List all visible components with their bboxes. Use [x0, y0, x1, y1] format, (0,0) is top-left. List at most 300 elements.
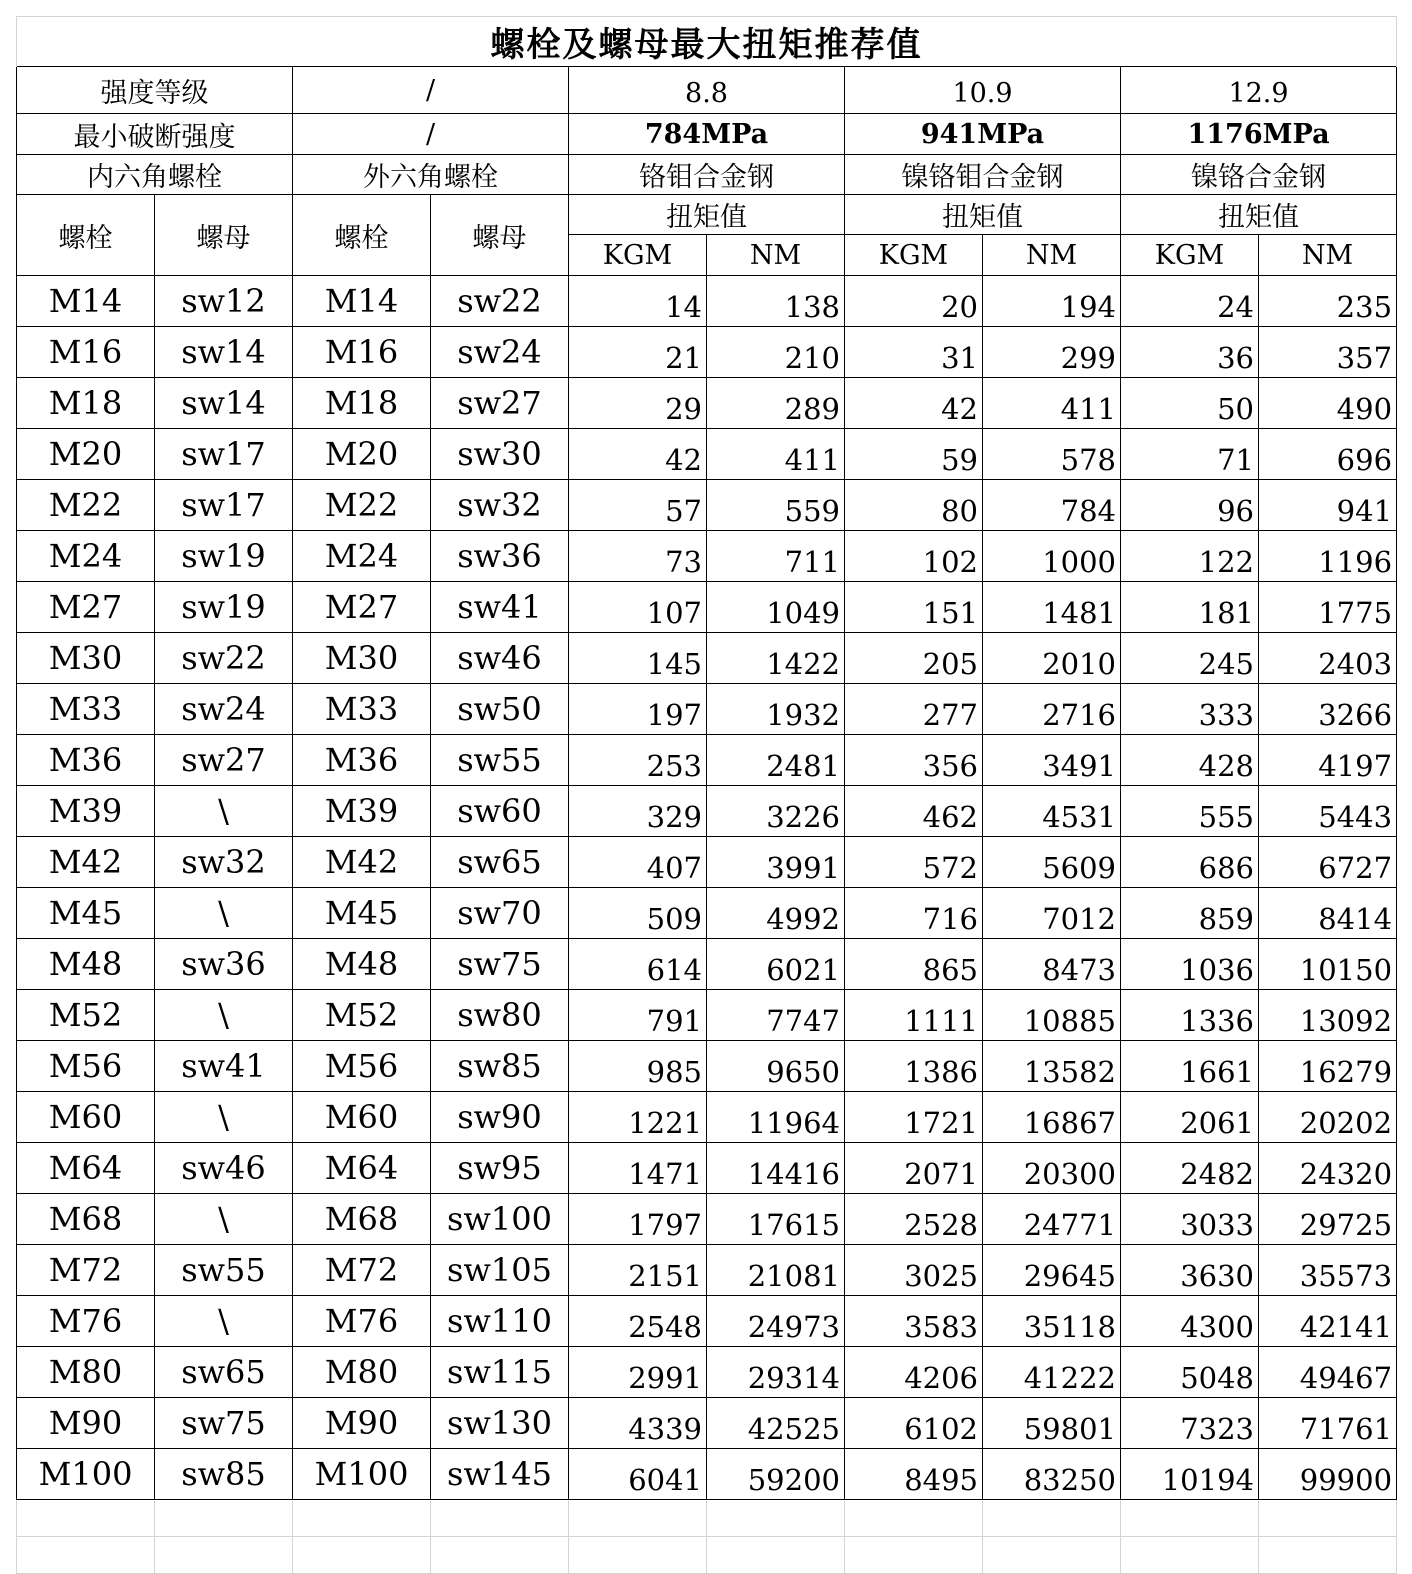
inner-bolt-cell: M22	[17, 480, 155, 531]
nm-12-9-cell: 6727	[1259, 837, 1397, 888]
outer-bolt-label: 螺栓	[293, 195, 431, 276]
table-row	[17, 837, 1397, 888]
inner-nut-cell: sw19	[155, 531, 293, 582]
kgm-10-9-cell: 3583	[845, 1296, 983, 1347]
nm-10-9-cell: 24771	[983, 1194, 1121, 1245]
kgm-8-8-cell: 14	[569, 276, 707, 327]
strength-blank: /	[293, 114, 569, 155]
outer-nut-cell: sw70	[431, 888, 569, 939]
outer-bolt-cell: M22	[293, 480, 431, 531]
kgm-12-9-cell: 71	[1121, 429, 1259, 480]
nm-12-9-cell: 8414	[1259, 888, 1397, 939]
inner-bolt-cell: M56	[17, 1041, 155, 1092]
inner-bolt-cell: M60	[17, 1092, 155, 1143]
nm-10-9-cell: 59801	[983, 1398, 1121, 1449]
kgm-8-8-cell: 1221	[569, 1092, 707, 1143]
kgm-10-9-cell: 42	[845, 378, 983, 429]
outer-nut-cell: sw27	[431, 378, 569, 429]
kgm-8-8-cell: 253	[569, 735, 707, 786]
nm-8-8-cell: 6021	[707, 939, 845, 990]
kgm-8-8-cell: 4339	[569, 1398, 707, 1449]
inner-nut-cell: \	[155, 1194, 293, 1245]
kgm-10-9-cell: 356	[845, 735, 983, 786]
inner-bolt-label: 螺栓	[17, 195, 155, 276]
table-row	[17, 786, 1397, 837]
table-row	[17, 735, 1397, 786]
nm-8-8-cell: 29314	[707, 1347, 845, 1398]
outer-bolt-cell: M33	[293, 684, 431, 735]
strength-label: 最小破断强度	[17, 114, 293, 155]
kgm-12-9-cell: 1661	[1121, 1041, 1259, 1092]
kgm-12-9-cell: 24	[1121, 276, 1259, 327]
kgm-10-9-cell: 462	[845, 786, 983, 837]
unit-kgm-12-9: KGM	[1121, 235, 1259, 276]
inner-nut-cell: sw19	[155, 582, 293, 633]
outer-nut-cell: sw46	[431, 633, 569, 684]
kgm-10-9-cell: 3025	[845, 1245, 983, 1296]
kgm-12-9-cell: 50	[1121, 378, 1259, 429]
empty-row	[17, 1537, 1397, 1574]
empty-cell	[845, 1537, 983, 1574]
unit-kgm-8-8: KGM	[569, 235, 707, 276]
kgm-12-9-cell: 181	[1121, 582, 1259, 633]
empty-cell	[1259, 1537, 1397, 1574]
nm-12-9-cell: 1196	[1259, 531, 1397, 582]
grade-row	[17, 67, 1397, 114]
nm-8-8-cell: 1049	[707, 582, 845, 633]
kgm-12-9-cell: 428	[1121, 735, 1259, 786]
empty-cell	[983, 1537, 1121, 1574]
inner-nut-cell: sw24	[155, 684, 293, 735]
nm-12-9-cell: 2403	[1259, 633, 1397, 684]
nm-10-9-cell: 41222	[983, 1347, 1121, 1398]
inner-nut-cell: sw55	[155, 1245, 293, 1296]
empty-cell	[983, 1500, 1121, 1537]
kgm-8-8-cell: 985	[569, 1041, 707, 1092]
kgm-8-8-cell: 57	[569, 480, 707, 531]
torque-label-10-9: 扭矩值	[845, 195, 1121, 235]
nm-8-8-cell: 1422	[707, 633, 845, 684]
nm-12-9-cell: 20202	[1259, 1092, 1397, 1143]
torque-sheet	[16, 16, 1396, 1574]
torque-data-body	[17, 276, 1397, 1500]
nm-10-9-cell: 35118	[983, 1296, 1121, 1347]
kgm-12-9-cell: 4300	[1121, 1296, 1259, 1347]
sheet-title: 螺栓及螺母最大扭矩推荐值	[17, 17, 1397, 67]
kgm-10-9-cell: 80	[845, 480, 983, 531]
kgm-12-9-cell: 1336	[1121, 990, 1259, 1041]
inner-bolt-cell: M16	[17, 327, 155, 378]
grade-8-8: 8.8	[569, 67, 845, 114]
empty-cell	[707, 1500, 845, 1537]
inner-bolt-cell: M76	[17, 1296, 155, 1347]
empty-cell	[17, 1537, 155, 1574]
table-row	[17, 276, 1397, 327]
kgm-10-9-cell: 6102	[845, 1398, 983, 1449]
table-row	[17, 1449, 1397, 1500]
nm-10-9-cell: 13582	[983, 1041, 1121, 1092]
outer-nut-cell: sw145	[431, 1449, 569, 1500]
kgm-12-9-cell: 3630	[1121, 1245, 1259, 1296]
inner-bolt-cell: M45	[17, 888, 155, 939]
nm-12-9-cell: 10150	[1259, 939, 1397, 990]
inner-bolt-cell: M68	[17, 1194, 155, 1245]
outer-bolt-cell: M24	[293, 531, 431, 582]
nm-10-9-cell: 2010	[983, 633, 1121, 684]
kgm-8-8-cell: 2548	[569, 1296, 707, 1347]
outer-nut-cell: sw36	[431, 531, 569, 582]
nm-10-9-cell: 83250	[983, 1449, 1121, 1500]
kgm-8-8-cell: 29	[569, 378, 707, 429]
inner-nut-cell: \	[155, 786, 293, 837]
inner-nut-cell: sw27	[155, 735, 293, 786]
kgm-12-9-cell: 96	[1121, 480, 1259, 531]
grade-12-9: 12.9	[1121, 67, 1397, 114]
nm-8-8-cell: 289	[707, 378, 845, 429]
nm-12-9-cell: 71761	[1259, 1398, 1397, 1449]
table-row	[17, 1092, 1397, 1143]
kgm-8-8-cell: 197	[569, 684, 707, 735]
inner-bolt-cell: M64	[17, 1143, 155, 1194]
inner-bolt-cell: M42	[17, 837, 155, 888]
inner-bolt-cell: M52	[17, 990, 155, 1041]
torque-label-12-9: 扭矩值	[1121, 195, 1397, 235]
outer-nut-cell: sw50	[431, 684, 569, 735]
kgm-12-9-cell: 859	[1121, 888, 1259, 939]
nm-10-9-cell: 194	[983, 276, 1121, 327]
inner-bolt-cell: M30	[17, 633, 155, 684]
nm-8-8-cell: 14416	[707, 1143, 845, 1194]
outer-nut-cell: sw105	[431, 1245, 569, 1296]
nm-10-9-cell: 5609	[983, 837, 1121, 888]
inner-bolt-cell: M39	[17, 786, 155, 837]
outer-nut-cell: sw65	[431, 837, 569, 888]
inner-bolt-cell: M48	[17, 939, 155, 990]
outer-nut-label: 螺母	[431, 195, 569, 276]
kgm-12-9-cell: 686	[1121, 837, 1259, 888]
kgm-12-9-cell: 10194	[1121, 1449, 1259, 1500]
inner-hex-label: 内六角螺栓	[17, 155, 293, 195]
nm-12-9-cell: 4197	[1259, 735, 1397, 786]
nm-10-9-cell: 20300	[983, 1143, 1121, 1194]
nm-12-9-cell: 35573	[1259, 1245, 1397, 1296]
kgm-8-8-cell: 329	[569, 786, 707, 837]
unit-kgm-10-9: KGM	[845, 235, 983, 276]
strength-12-9: 1176MPa	[1121, 114, 1397, 155]
inner-nut-cell: sw14	[155, 327, 293, 378]
empty-cell	[1121, 1537, 1259, 1574]
empty-cell	[293, 1500, 431, 1537]
inner-bolt-cell: M80	[17, 1347, 155, 1398]
nm-12-9-cell: 13092	[1259, 990, 1397, 1041]
empty-cell	[431, 1500, 569, 1537]
table-row	[17, 633, 1397, 684]
inner-nut-cell: sw75	[155, 1398, 293, 1449]
outer-nut-cell: sw41	[431, 582, 569, 633]
outer-bolt-cell: M16	[293, 327, 431, 378]
grade-blank: /	[293, 67, 569, 114]
kgm-10-9-cell: 59	[845, 429, 983, 480]
inner-bolt-cell: M33	[17, 684, 155, 735]
outer-bolt-cell: M56	[293, 1041, 431, 1092]
inner-nut-label: 螺母	[155, 195, 293, 276]
kgm-10-9-cell: 572	[845, 837, 983, 888]
kgm-10-9-cell: 1386	[845, 1041, 983, 1092]
outer-nut-cell: sw110	[431, 1296, 569, 1347]
kgm-8-8-cell: 21	[569, 327, 707, 378]
kgm-8-8-cell: 2151	[569, 1245, 707, 1296]
outer-bolt-cell: M68	[293, 1194, 431, 1245]
inner-nut-cell: sw17	[155, 480, 293, 531]
table-row	[17, 990, 1397, 1041]
kgm-10-9-cell: 2528	[845, 1194, 983, 1245]
outer-bolt-cell: M30	[293, 633, 431, 684]
outer-hex-label: 外六角螺栓	[293, 155, 569, 195]
nm-8-8-cell: 42525	[707, 1398, 845, 1449]
inner-nut-cell: \	[155, 990, 293, 1041]
nm-12-9-cell: 29725	[1259, 1194, 1397, 1245]
nm-10-9-cell: 1000	[983, 531, 1121, 582]
nm-8-8-cell: 3226	[707, 786, 845, 837]
nm-8-8-cell: 210	[707, 327, 845, 378]
inner-nut-cell: sw65	[155, 1347, 293, 1398]
nm-10-9-cell: 7012	[983, 888, 1121, 939]
outer-bolt-cell: M42	[293, 837, 431, 888]
kgm-8-8-cell: 614	[569, 939, 707, 990]
kgm-10-9-cell: 865	[845, 939, 983, 990]
nm-10-9-cell: 299	[983, 327, 1121, 378]
unit-nm-12-9: NM	[1259, 235, 1397, 276]
inner-bolt-cell: M18	[17, 378, 155, 429]
kgm-10-9-cell: 151	[845, 582, 983, 633]
outer-nut-cell: sw32	[431, 480, 569, 531]
kgm-8-8-cell: 6041	[569, 1449, 707, 1500]
nm-12-9-cell: 941	[1259, 480, 1397, 531]
outer-bolt-cell: M64	[293, 1143, 431, 1194]
material-row	[17, 155, 1397, 195]
kgm-10-9-cell: 1721	[845, 1092, 983, 1143]
nm-8-8-cell: 4992	[707, 888, 845, 939]
outer-nut-cell: sw80	[431, 990, 569, 1041]
kgm-10-9-cell: 205	[845, 633, 983, 684]
table-row	[17, 531, 1397, 582]
kgm-10-9-cell: 4206	[845, 1347, 983, 1398]
empty-cell	[293, 1537, 431, 1574]
kgm-12-9-cell: 2482	[1121, 1143, 1259, 1194]
nm-8-8-cell: 138	[707, 276, 845, 327]
nm-12-9-cell: 696	[1259, 429, 1397, 480]
nm-12-9-cell: 3266	[1259, 684, 1397, 735]
kgm-12-9-cell: 555	[1121, 786, 1259, 837]
outer-nut-cell: sw24	[431, 327, 569, 378]
material-10-9: 镍铬钼合金钢	[845, 155, 1121, 195]
inner-nut-cell: \	[155, 1092, 293, 1143]
kgm-10-9-cell: 716	[845, 888, 983, 939]
outer-bolt-cell: M27	[293, 582, 431, 633]
nm-12-9-cell: 24320	[1259, 1143, 1397, 1194]
outer-bolt-cell: M100	[293, 1449, 431, 1500]
nm-12-9-cell: 99900	[1259, 1449, 1397, 1500]
table-row	[17, 429, 1397, 480]
kgm-10-9-cell: 1111	[845, 990, 983, 1041]
strength-row	[17, 114, 1397, 155]
inner-nut-cell: sw46	[155, 1143, 293, 1194]
outer-nut-cell: sw75	[431, 939, 569, 990]
nm-8-8-cell: 711	[707, 531, 845, 582]
kgm-8-8-cell: 42	[569, 429, 707, 480]
outer-nut-cell: sw130	[431, 1398, 569, 1449]
nm-8-8-cell: 3991	[707, 837, 845, 888]
kgm-12-9-cell: 3033	[1121, 1194, 1259, 1245]
table-row	[17, 1347, 1397, 1398]
outer-bolt-cell: M45	[293, 888, 431, 939]
inner-bolt-cell: M20	[17, 429, 155, 480]
kgm-12-9-cell: 5048	[1121, 1347, 1259, 1398]
kgm-12-9-cell: 1036	[1121, 939, 1259, 990]
nm-12-9-cell: 16279	[1259, 1041, 1397, 1092]
outer-bolt-cell: M76	[293, 1296, 431, 1347]
kgm-8-8-cell: 407	[569, 837, 707, 888]
inner-nut-cell: \	[155, 1296, 293, 1347]
nm-12-9-cell: 235	[1259, 276, 1397, 327]
nm-10-9-cell: 3491	[983, 735, 1121, 786]
kgm-12-9-cell: 333	[1121, 684, 1259, 735]
inner-bolt-cell: M90	[17, 1398, 155, 1449]
nm-8-8-cell: 21081	[707, 1245, 845, 1296]
strength-10-9: 941MPa	[845, 114, 1121, 155]
kgm-8-8-cell: 107	[569, 582, 707, 633]
nm-10-9-cell: 16867	[983, 1092, 1121, 1143]
kgm-10-9-cell: 2071	[845, 1143, 983, 1194]
nm-12-9-cell: 1775	[1259, 582, 1397, 633]
nm-8-8-cell: 59200	[707, 1449, 845, 1500]
strength-8-8: 784MPa	[569, 114, 845, 155]
empty-cell	[431, 1537, 569, 1574]
nm-10-9-cell: 1481	[983, 582, 1121, 633]
torque-label-8-8: 扭矩值	[569, 195, 845, 235]
kgm-12-9-cell: 36	[1121, 327, 1259, 378]
nm-12-9-cell: 42141	[1259, 1296, 1397, 1347]
inner-nut-cell: sw85	[155, 1449, 293, 1500]
nm-10-9-cell: 578	[983, 429, 1121, 480]
outer-bolt-cell: M90	[293, 1398, 431, 1449]
nm-12-9-cell: 357	[1259, 327, 1397, 378]
kgm-12-9-cell: 122	[1121, 531, 1259, 582]
kgm-10-9-cell: 277	[845, 684, 983, 735]
nm-12-9-cell: 490	[1259, 378, 1397, 429]
inner-nut-cell: \	[155, 888, 293, 939]
material-8-8: 铬钼合金钢	[569, 155, 845, 195]
kgm-8-8-cell: 2991	[569, 1347, 707, 1398]
outer-nut-cell: sw22	[431, 276, 569, 327]
torque-header-row	[17, 195, 1397, 235]
nm-12-9-cell: 49467	[1259, 1347, 1397, 1398]
nm-10-9-cell: 4531	[983, 786, 1121, 837]
table-row	[17, 888, 1397, 939]
grade-label: 强度等级	[17, 67, 293, 114]
inner-bolt-cell: M36	[17, 735, 155, 786]
kgm-12-9-cell: 2061	[1121, 1092, 1259, 1143]
nm-10-9-cell: 784	[983, 480, 1121, 531]
outer-nut-cell: sw55	[431, 735, 569, 786]
table-row	[17, 939, 1397, 990]
outer-bolt-cell: M36	[293, 735, 431, 786]
outer-bolt-cell: M72	[293, 1245, 431, 1296]
torque-table	[16, 16, 1397, 1574]
nm-10-9-cell: 29645	[983, 1245, 1121, 1296]
kgm-10-9-cell: 8495	[845, 1449, 983, 1500]
outer-bolt-cell: M14	[293, 276, 431, 327]
outer-nut-cell: sw60	[431, 786, 569, 837]
empty-cell	[155, 1537, 293, 1574]
kgm-10-9-cell: 102	[845, 531, 983, 582]
grade-10-9: 10.9	[845, 67, 1121, 114]
nm-8-8-cell: 411	[707, 429, 845, 480]
nm-10-9-cell: 10885	[983, 990, 1121, 1041]
inner-nut-cell: sw14	[155, 378, 293, 429]
table-row	[17, 1143, 1397, 1194]
empty-cell	[1121, 1500, 1259, 1537]
nm-8-8-cell: 559	[707, 480, 845, 531]
nm-8-8-cell: 9650	[707, 1041, 845, 1092]
outer-nut-cell: sw100	[431, 1194, 569, 1245]
inner-nut-cell: sw17	[155, 429, 293, 480]
kgm-10-9-cell: 31	[845, 327, 983, 378]
outer-nut-cell: sw115	[431, 1347, 569, 1398]
kgm-8-8-cell: 145	[569, 633, 707, 684]
table-row	[17, 1041, 1397, 1092]
empty-row	[17, 1500, 1397, 1537]
kgm-10-9-cell: 20	[845, 276, 983, 327]
nm-10-9-cell: 411	[983, 378, 1121, 429]
kgm-8-8-cell: 1797	[569, 1194, 707, 1245]
kgm-12-9-cell: 7323	[1121, 1398, 1259, 1449]
outer-nut-cell: sw30	[431, 429, 569, 480]
nm-10-9-cell: 8473	[983, 939, 1121, 990]
outer-bolt-cell: M52	[293, 990, 431, 1041]
nm-8-8-cell: 24973	[707, 1296, 845, 1347]
unit-nm-10-9: NM	[983, 235, 1121, 276]
nm-8-8-cell: 1932	[707, 684, 845, 735]
inner-nut-cell: sw41	[155, 1041, 293, 1092]
table-row	[17, 480, 1397, 531]
kgm-8-8-cell: 1471	[569, 1143, 707, 1194]
inner-bolt-cell: M14	[17, 276, 155, 327]
outer-bolt-cell: M39	[293, 786, 431, 837]
inner-bolt-cell: M27	[17, 582, 155, 633]
outer-bolt-cell: M18	[293, 378, 431, 429]
empty-cell	[845, 1500, 983, 1537]
empty-cell	[707, 1537, 845, 1574]
table-row	[17, 1194, 1397, 1245]
material-12-9: 镍铬合金钢	[1121, 155, 1397, 195]
empty-cell	[569, 1500, 707, 1537]
empty-cell	[155, 1500, 293, 1537]
table-row	[17, 1296, 1397, 1347]
table-row	[17, 684, 1397, 735]
inner-bolt-cell: M24	[17, 531, 155, 582]
outer-bolt-cell: M48	[293, 939, 431, 990]
inner-bolt-cell: M72	[17, 1245, 155, 1296]
outer-bolt-cell: M20	[293, 429, 431, 480]
table-row	[17, 582, 1397, 633]
empty-cell	[17, 1500, 155, 1537]
empty-cell	[569, 1537, 707, 1574]
outer-nut-cell: sw85	[431, 1041, 569, 1092]
empty-cell	[1259, 1500, 1397, 1537]
inner-nut-cell: sw36	[155, 939, 293, 990]
inner-nut-cell: sw12	[155, 276, 293, 327]
